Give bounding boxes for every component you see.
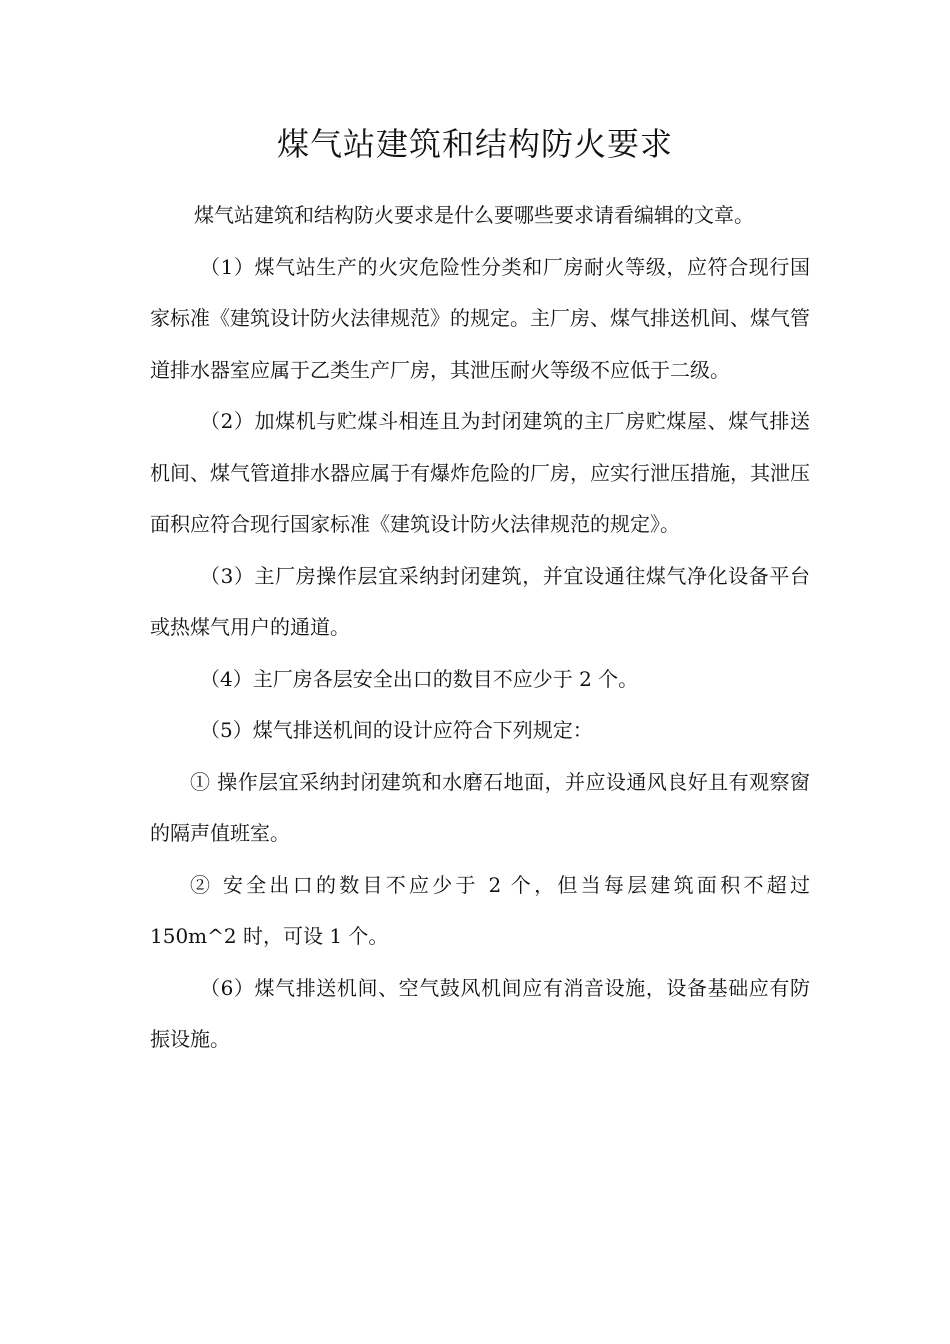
paragraph-item-6: （6）煤气排送机间、空气鼓风机间应有消音设施，设备基础应有防振设施。 — [150, 975, 810, 1051]
paragraph-item-1: （1）煤气站生产的火灾危险性分类和厂房耐火等级，应符合现行国家标准《建筑设计防火法律规范》的规定。主厂房、煤气排送机间、煤气管道排水器室应属于乙类生产厂房，其泄压耐火等级不应低于二级。 — [150, 254, 810, 382]
paragraph-subitem-1: ① 操作层宜采纳封闭建筑和水磨石地面，并应设通风良好且有观察窗的隔声值班室。 — [150, 769, 810, 845]
paragraph-item-2: （2）加煤机与贮煤斗相连且为封闭建筑的主厂房贮煤屋、煤气排送机间、煤气管道排水器应属于有爆炸危险的厂房，应实行泄压措施，其泄压面积应符合现行国家标准《建筑设计防火法律规范的规定》。 — [150, 409, 810, 536]
paragraph-subitem-2: ② 安全出口的数目不应少于 2 个，但当每层建筑面积不超过 150m^2 时，可设 1 个。 — [150, 872, 810, 948]
paragraph-item-4: （4）主厂房各层安全出口的数目不应少于 2 个。 — [200, 666, 639, 691]
paragraph-item-3: （3）主厂房操作层宜采纳封闭建筑，并宜设通往煤气净化设备平台或热煤气用户的通道。 — [150, 563, 810, 639]
document-title: 煤气站建筑和结构防火要求 — [276, 125, 673, 163]
paragraph-item-5: （5）煤气排送机间的设计应符合下列规定： — [200, 718, 593, 742]
paragraph-intro: 煤气站建筑和结构防火要求是什么要哪些要求请看编辑的文章。 — [194, 203, 754, 227]
document-body — [150, 190, 810, 1066]
